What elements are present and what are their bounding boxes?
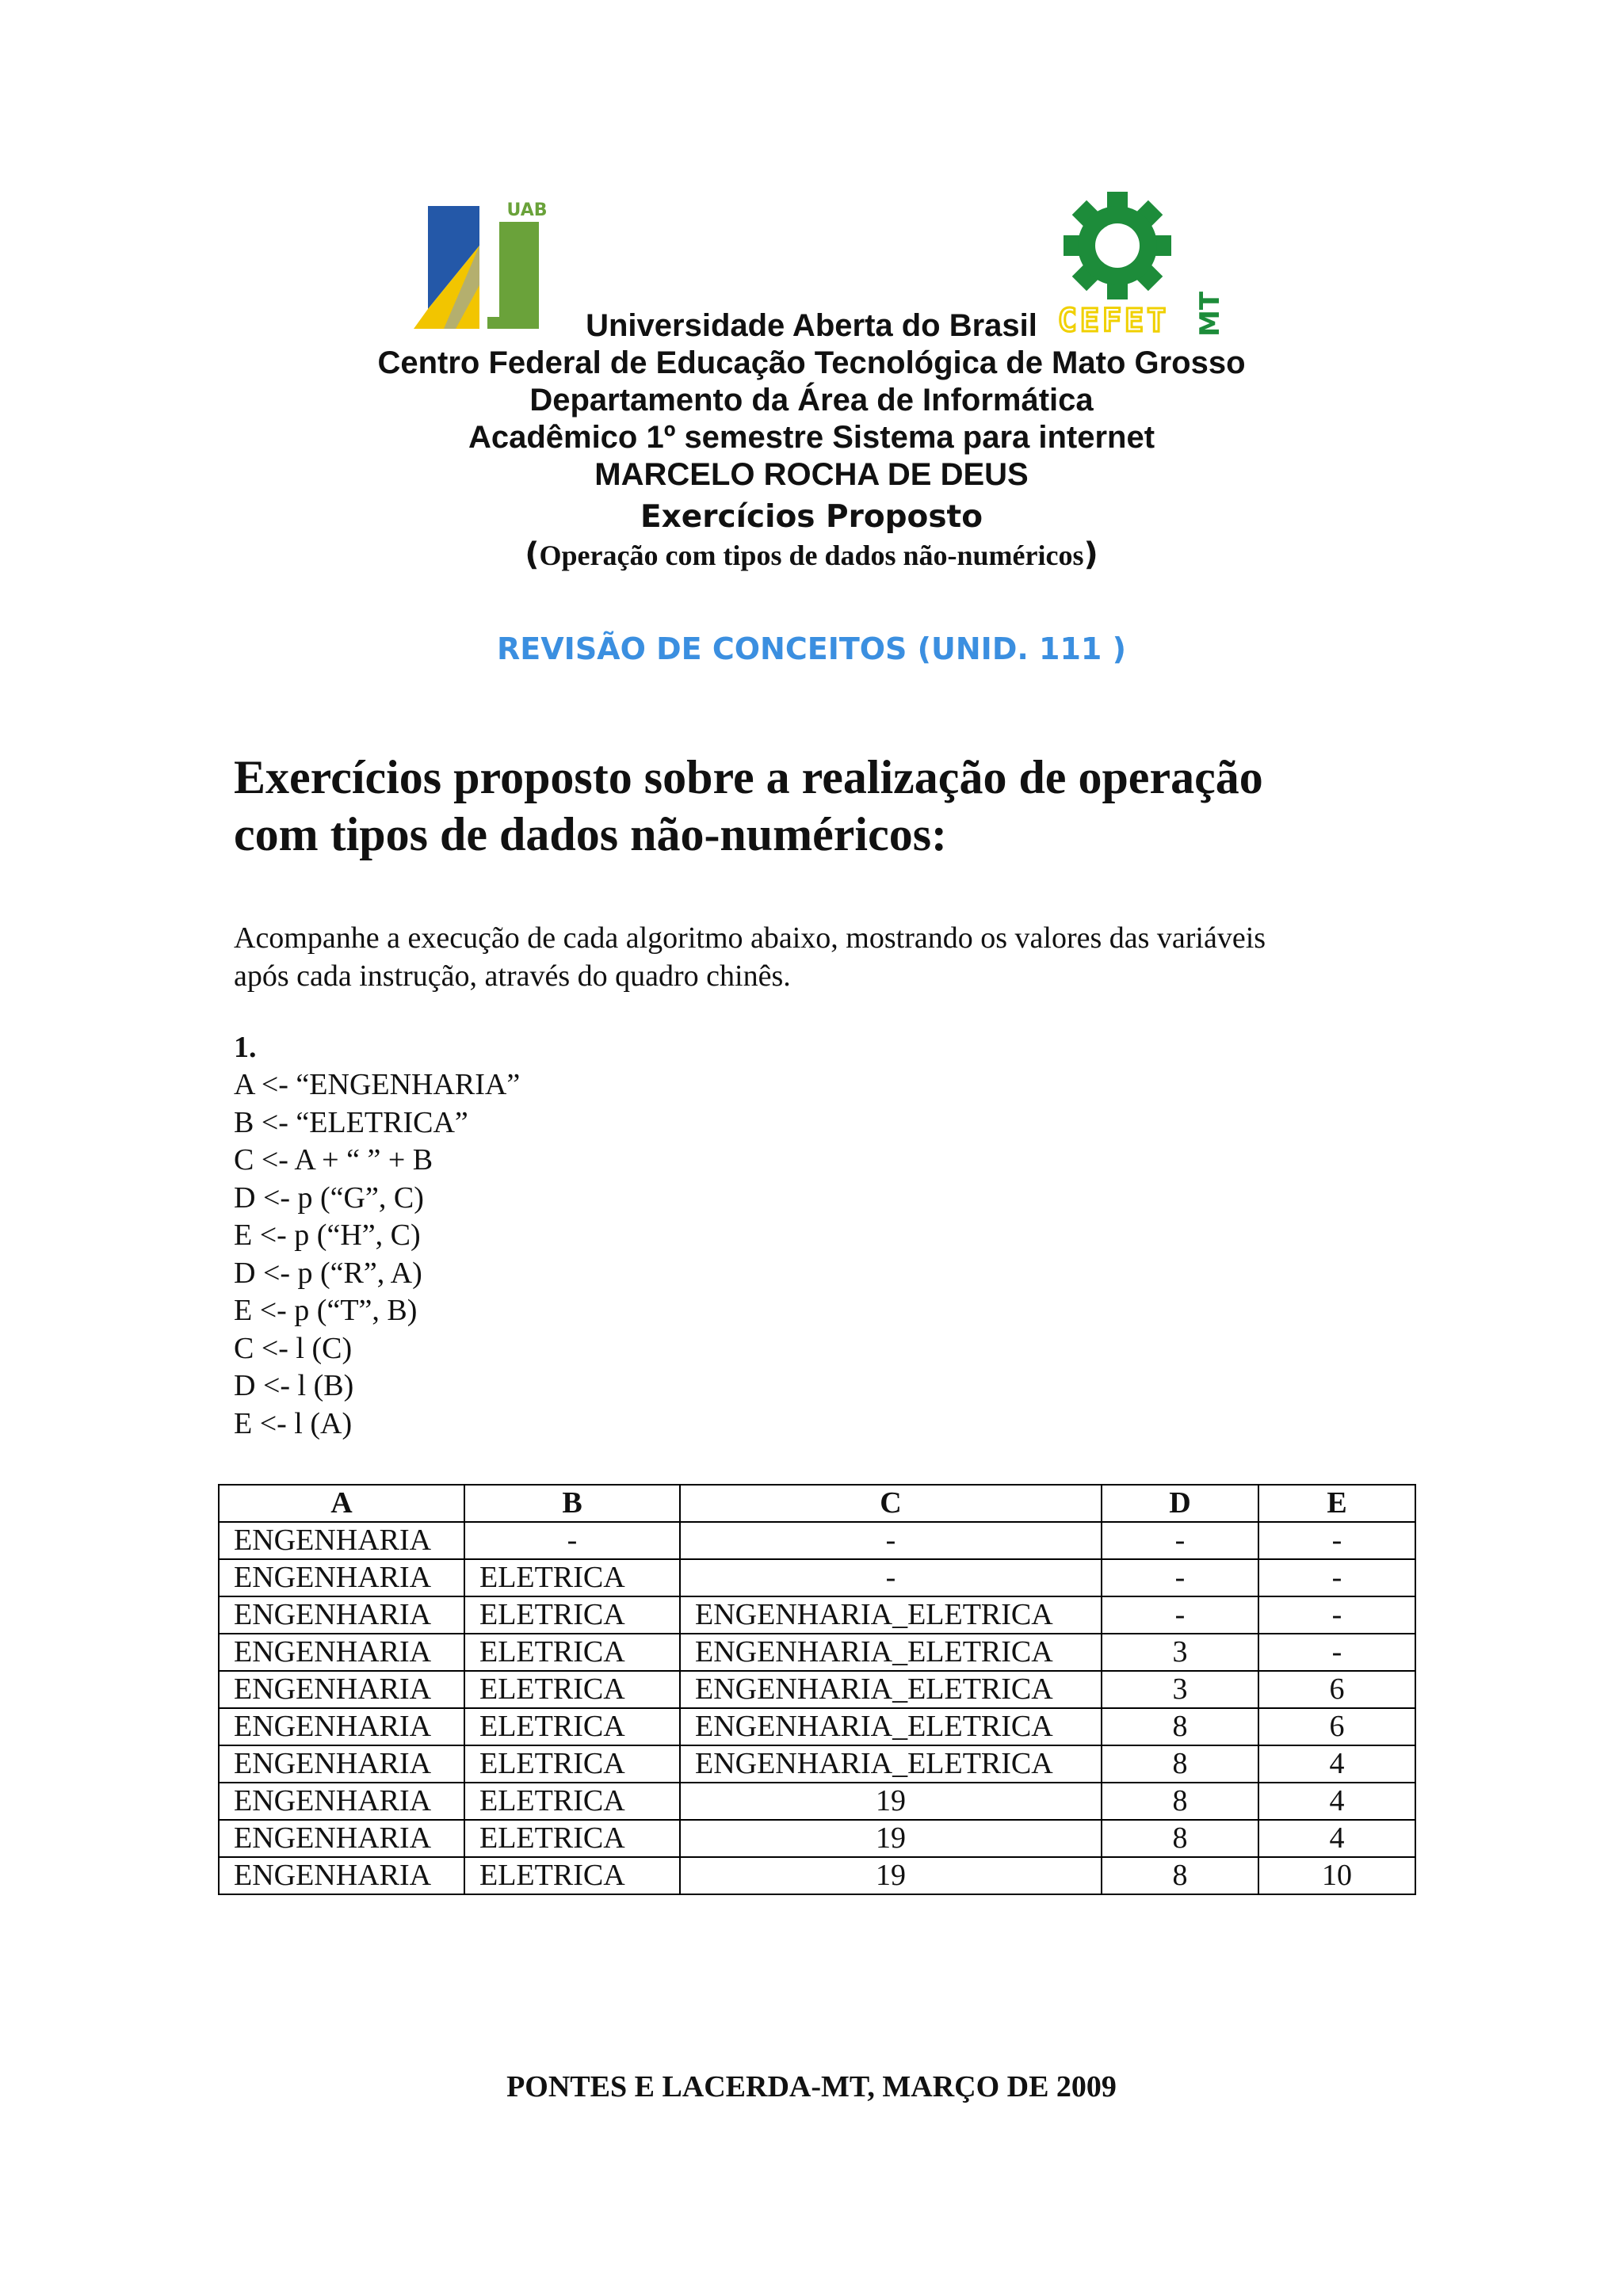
uab-logo-text: UAB	[506, 200, 548, 220]
table-cell-c: ENGENHARIA_ELETRICA	[680, 1671, 1102, 1708]
table-cell-c: -	[680, 1522, 1102, 1559]
table-cell-b: ELETRICA	[464, 1745, 680, 1783]
table-row	[219, 1634, 1415, 1671]
algorithm-code	[234, 1066, 520, 1443]
table-cell-e: 6	[1258, 1671, 1415, 1708]
table-body	[219, 1522, 1415, 1894]
table-cell-e: -	[1258, 1522, 1415, 1559]
header-line-university: Universidade Aberta do Brasil	[586, 308, 1037, 343]
table-row	[219, 1708, 1415, 1745]
table-row	[219, 1745, 1415, 1783]
table-cell-a: ENGENHARIA	[219, 1559, 464, 1596]
column-header-e: E	[1258, 1485, 1415, 1522]
table-cell-a: ENGENHARIA	[219, 1708, 464, 1745]
table-cell-c: 19	[680, 1857, 1102, 1894]
table-cell-c: 19	[680, 1783, 1102, 1820]
header-line-center: Centro Federal de Educação Tecnológica de Mato Grosso	[377, 345, 1246, 380]
table-cell-d: 3	[1102, 1634, 1258, 1671]
revisao-heading: REVISÃO DE CONCEITOS (UNID. 111 )	[497, 631, 1126, 666]
header-line-academic: Acadêmico 1º semestre Sistema para internet	[468, 420, 1155, 455]
table-cell-d: 8	[1102, 1783, 1258, 1820]
main-title	[234, 749, 1423, 863]
table-cell-e: 6	[1258, 1708, 1415, 1745]
code-line: A <- “ENGENHARIA”	[234, 1068, 521, 1101]
table-cell-e: 4	[1258, 1783, 1415, 1820]
table-header-row	[219, 1485, 1415, 1522]
code-line: D <- l (B)	[234, 1369, 354, 1402]
table-cell-d: -	[1102, 1596, 1258, 1634]
intro-line-1: Acompanhe a execução de cada algoritmo abaixo, mostrando os valores das variáveis	[234, 921, 1266, 955]
table-cell-c: -	[680, 1559, 1102, 1596]
table-cell-a: ENGENHARIA	[219, 1522, 464, 1559]
table-row	[219, 1783, 1415, 1820]
code-line: B <- “ELETRICA”	[234, 1105, 468, 1139]
table-cell-d: -	[1102, 1559, 1258, 1596]
table-cell-c: ENGENHARIA_ELETRICA	[680, 1634, 1102, 1671]
column-header-a: A	[219, 1485, 464, 1522]
subtitle-text: Operação com tipos de dados não-numéricos	[539, 540, 1084, 571]
code-line: C <- l (C)	[234, 1331, 353, 1365]
table-cell-d: 8	[1102, 1745, 1258, 1783]
table-cell-c: 19	[680, 1820, 1102, 1857]
code-line: D <- p (“R”, A)	[234, 1256, 422, 1290]
code-line: E <- l (A)	[234, 1406, 353, 1440]
table-cell-b: ELETRICA	[464, 1634, 680, 1671]
cefet-logo-text: CEFET	[1057, 303, 1170, 339]
table-cell-e: 4	[1258, 1745, 1415, 1783]
header-line-author: MARCELO ROCHA DE DEUS	[594, 457, 1029, 492]
header-line-department: Departamento da Área de Informática	[529, 383, 1094, 418]
table-cell-b: -	[464, 1522, 680, 1559]
table-cell-a: ENGENHARIA	[219, 1820, 464, 1857]
main-title-line-2: com tipos de dados não-numéricos:	[234, 808, 948, 860]
table-cell-d: 8	[1102, 1857, 1258, 1894]
table-cell-b: ELETRICA	[464, 1559, 680, 1596]
table-cell-c: ENGENHARIA_ELETRICA	[680, 1596, 1102, 1634]
table-cell-d: 8	[1102, 1708, 1258, 1745]
table-cell-b: ELETRICA	[464, 1708, 680, 1745]
table-cell-a: ENGENHARIA	[219, 1596, 464, 1634]
intro-paragraph	[234, 919, 1423, 995]
exercise-number: 1.	[234, 1031, 257, 1064]
code-line: C <- A + “ ” + B	[234, 1143, 433, 1177]
table-cell-b: ELETRICA	[464, 1857, 680, 1894]
table-cell-d: 3	[1102, 1671, 1258, 1708]
table-cell-a: ENGENHARIA	[219, 1745, 464, 1783]
table-row	[219, 1559, 1415, 1596]
table-cell-c: ENGENHARIA_ELETRICA	[680, 1708, 1102, 1745]
table-cell-e: -	[1258, 1559, 1415, 1596]
subtitle-close-paren: )	[1083, 536, 1098, 573]
column-header-c: C	[680, 1485, 1102, 1522]
column-header-b: B	[464, 1485, 680, 1522]
table-cell-a: ENGENHARIA	[219, 1857, 464, 1894]
footer-place-date: PONTES E LACERDA-MT, MARÇO DE 2009	[506, 2070, 1117, 2103]
column-header-d: D	[1102, 1485, 1258, 1522]
code-line: E <- p (“T”, B)	[234, 1294, 418, 1327]
trace-table	[218, 1484, 1416, 1895]
table-cell-b: ELETRICA	[464, 1820, 680, 1857]
table-row	[219, 1857, 1415, 1894]
table-cell-d: 8	[1102, 1820, 1258, 1857]
table-cell-d: -	[1102, 1522, 1258, 1559]
table-cell-e: 4	[1258, 1820, 1415, 1857]
table-cell-c: ENGENHARIA_ELETRICA	[680, 1745, 1102, 1783]
table-cell-a: ENGENHARIA	[219, 1671, 464, 1708]
exercise-subtitle	[238, 536, 1385, 573]
cefet-logo-state: MT	[1194, 291, 1226, 337]
main-title-line-1: Exercícios proposto sobre a realização de operação	[234, 751, 1263, 803]
table-cell-b: ELETRICA	[464, 1596, 680, 1634]
table-row	[219, 1671, 1415, 1708]
code-line: E <- p (“H”, C)	[234, 1219, 421, 1252]
table-cell-b: ELETRICA	[464, 1671, 680, 1708]
institution-header	[238, 307, 1385, 494]
table-row	[219, 1820, 1415, 1857]
exercise-title: Exercícios Proposto	[640, 499, 983, 535]
table-cell-e: 10	[1258, 1857, 1415, 1894]
table-row	[219, 1522, 1415, 1559]
table-cell-e: -	[1258, 1634, 1415, 1671]
subtitle-open-paren: (	[525, 536, 540, 573]
table-cell-a: ENGENHARIA	[219, 1783, 464, 1820]
table-cell-b: ELETRICA	[464, 1783, 680, 1820]
intro-line-2: após cada instrução, através do quadro chinês.	[234, 959, 791, 993]
code-line: D <- p (“G”, C)	[234, 1180, 424, 1215]
table-row	[219, 1596, 1415, 1634]
table-cell-a: ENGENHARIA	[219, 1634, 464, 1671]
table-cell-e: -	[1258, 1596, 1415, 1634]
